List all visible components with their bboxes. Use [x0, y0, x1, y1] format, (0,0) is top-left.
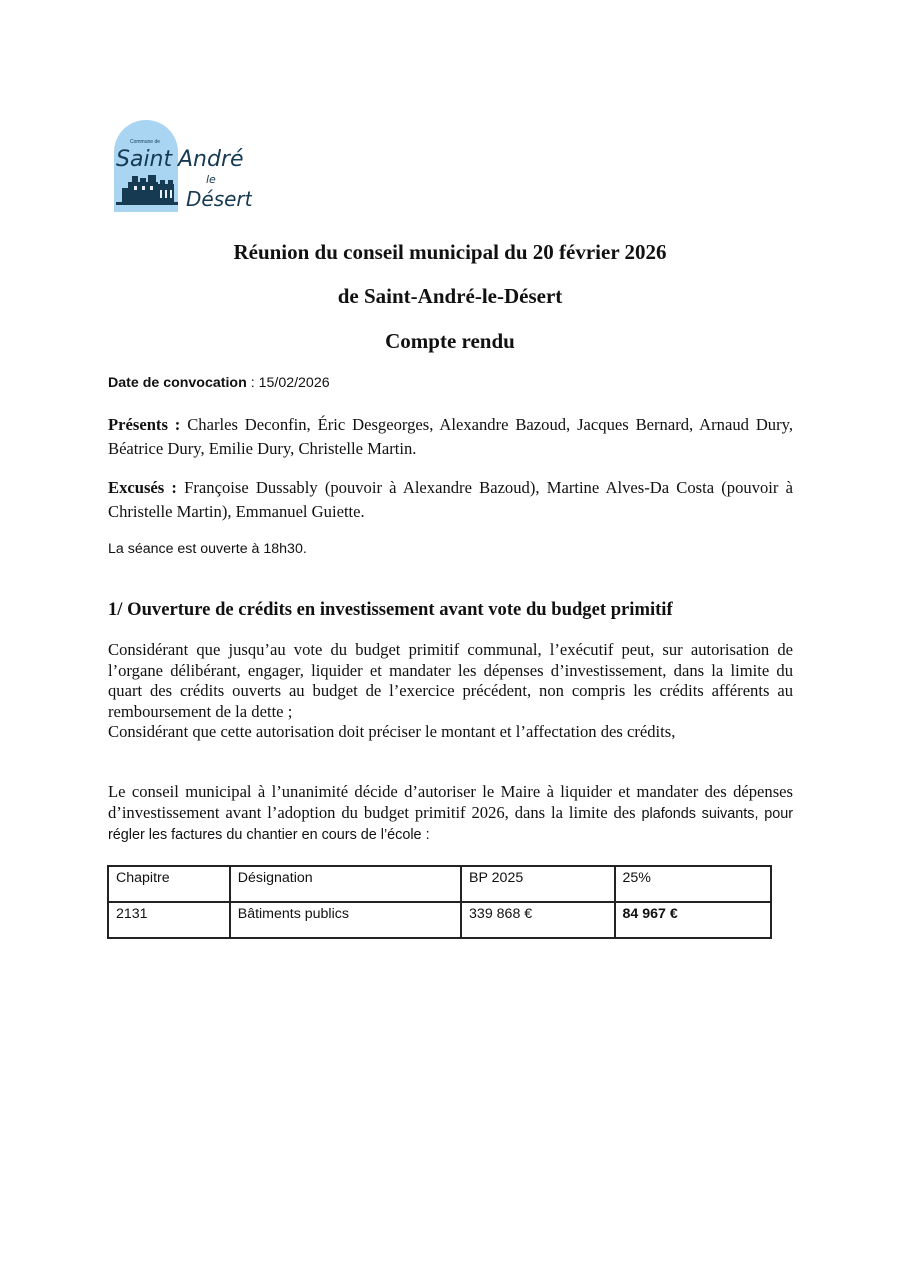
considerant-paragraph-2: Considérant que cette autorisation doit préciser le montant et l’affectation des crédits,: [108, 722, 676, 741]
logo-word-saint: Saint: [116, 147, 173, 172]
considerant-paragraph-1: Considérant que jusqu’au vote du budget primitif communal, l’exécutif peut, sur autorisation de l’organe délibérant, engager, liquider et mandater les dépenses d’investissement, dans la limite du quart des crédits ouverts au budget de l’exercice précédent, non compris les crédits afférents au remboursement de la dette ;: [108, 640, 793, 721]
header-designation: Désignation: [230, 866, 461, 902]
meeting-title: Réunion du conseil municipal du 20 février 2026: [233, 240, 667, 264]
cell-25-percent: 84 967 €: [615, 902, 771, 938]
convocation-separator: :: [246, 375, 259, 391]
logo-word-le: le: [206, 173, 216, 186]
section-1-title: 1/ Ouverture de crédits en investissement avant vote du budget primitif: [108, 599, 673, 620]
cell-bp-2025: 339 868 €: [461, 902, 614, 938]
excuses-label: Excusés :: [108, 478, 177, 497]
convocation-line: [108, 375, 330, 391]
excuses-list: Françoise Dussably (pouvoir à Alexandre Bazoud), Martine Alves-Da Costa (pouvoir à Christelle Martin), Emmanuel Guiette.: [108, 478, 793, 521]
logo-graphic: [112, 120, 252, 212]
logo-commune-text: Commune de: [130, 139, 161, 145]
presents-paragraph: [108, 413, 793, 461]
convocation-date: 15/02/2026: [258, 375, 330, 391]
header-chapitre: Chapitre: [108, 866, 230, 902]
considerant-block: [108, 640, 793, 743]
seance-opening: La séance est ouverte à 18h30.: [108, 541, 307, 557]
presents-label: Présents :: [108, 415, 181, 434]
cell-designation: Bâtiments publics: [230, 902, 461, 938]
decision-text: Le conseil municipal à l’unanimité décide d’autoriser le Maire à liquider et mandater des dépenses d’investissement avant l’adoption du budget primitif 2026, dans la limite des: [108, 782, 793, 822]
budget-table: [107, 865, 772, 939]
header-bp-2025: BP 2025: [461, 866, 614, 902]
decision-paragraph: [108, 782, 793, 846]
header-25-percent: 25%: [615, 866, 771, 902]
logo-word-desert: Désert: [186, 187, 252, 211]
report-title: Compte rendu: [385, 329, 515, 353]
presents-list: Charles Deconfin, Éric Desgeorges, Alexandre Bazoud, Jacques Bernard, Arnaud Dury, Béatrice Dury, Emilie Dury, Christelle Martin.: [108, 415, 793, 458]
table-row: [108, 902, 771, 938]
table-header-row: [108, 866, 771, 902]
logo-word-andre: André: [178, 147, 244, 172]
decision-text-tail: plafonds suivants, pour régler les factures du chantier en cours de l’école :: [108, 805, 793, 843]
cell-chapitre: 2131: [108, 902, 230, 938]
excuses-paragraph: [108, 476, 793, 524]
commune-logo: [112, 120, 252, 212]
convocation-label: Date de convocation: [108, 375, 247, 391]
commune-title: de Saint-André-le-Désert: [337, 284, 563, 308]
